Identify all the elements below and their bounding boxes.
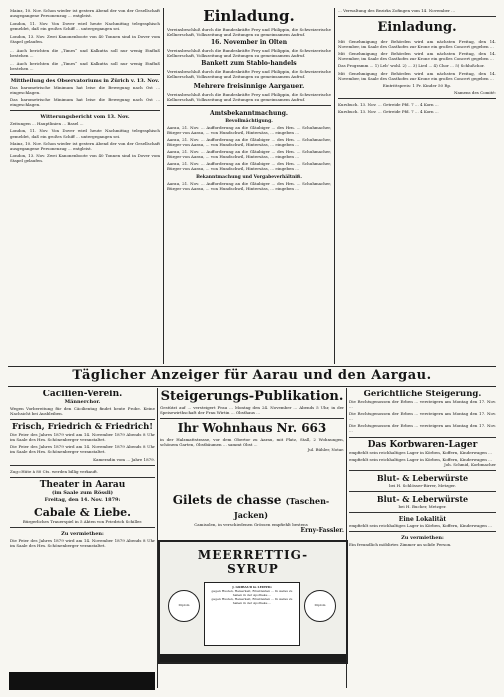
divider bbox=[10, 110, 160, 111]
weather-text: Mainz, 10. Nov. Schon wieder ist gestern Abend der von der Gesellschaft ausgegangene Personenzug ... entgleist. bbox=[10, 140, 160, 151]
comite-line: Namens des Comité: bbox=[453, 89, 496, 95]
blut2-heading: Blut- & Leberwürste bbox=[376, 493, 469, 504]
news-paragraph: London, 13. Nov. Zwei Kanonenboote von 40 Tonnen sind in Dover vom Stapel gelaufen. bbox=[10, 34, 160, 45]
kursbuch-text: Kursbuch. 13. Nov. ... Getreide Pfd. 7 ... 4 Korn ... bbox=[338, 109, 439, 115]
gilets-ad bbox=[158, 494, 344, 536]
lokal-text: empfiehlt sein reichhaltiges Lager in Körben, Koffern, Kinderwagen ... bbox=[349, 523, 492, 529]
column-rule bbox=[334, 8, 335, 364]
play-title: Cabale & Liebe. bbox=[34, 505, 131, 519]
maenner-heading: Männerchor. bbox=[64, 399, 101, 405]
gerichtlich-text: Die Rechtsgenossen der Erben ... versteigern am Montag den 17. Nov. ... bbox=[349, 411, 496, 422]
eintritt-text: Eintrittspreis: 1 Fr. Kinder 50 Rp. bbox=[382, 82, 452, 88]
ads-center-column bbox=[160, 390, 344, 494]
banquet-line: Bankett zum Stablo-handels bbox=[201, 60, 297, 68]
theater-subheading: (im Saale zum Rössli) bbox=[52, 489, 113, 496]
einladung2-text: Mit Genehmigung der Behörden wird am nächsten Freitag, den 14. November, im Saale des Gasthofes zur Krone ein großes Concert gegeben ... bbox=[338, 70, 496, 81]
amts-text: Aarau, 21. Nov. ... Aufforderung an die Gläubiger ... des Hrn. ... Schuhmacher, Bürger von Aarau, ... von Hundschwil, Hintersäss, ... eingeben ... bbox=[167, 149, 331, 160]
ads-right-column bbox=[349, 390, 496, 688]
gilets-text: Camisolen, in verschiedenen Grössen empfiehlt bestens bbox=[194, 522, 308, 527]
news-paragraph: London, 11. Nov. Von Dover wird heute Nachmittag telegraphisch gemeldet, daß ein großes Schiff ... untergegangen sei. bbox=[10, 21, 160, 32]
daily-advertiser-banner: Täglicher Anzeiger für Aarau und den Aargau. bbox=[72, 368, 432, 383]
divider bbox=[349, 531, 496, 532]
medal-label: Diplom bbox=[178, 603, 190, 607]
divider bbox=[167, 105, 331, 106]
einladung-text: Vereinsbeschluß durch die Bundeskräfte Frey und Philippin, die Schweizerische Kellnerschaft, Volkszeitung und Zeitungen zu gemeinsamem Aufruf. bbox=[167, 48, 331, 59]
medal-label: Diplom bbox=[314, 603, 326, 607]
signature-line: Mehrere freisinnige Aargauer. bbox=[193, 81, 305, 90]
label-card bbox=[204, 582, 300, 646]
news-paragraph: Mainz, 10. Nov. Schon wieder ist gestern Abend der von der Gesellschaft ausgegangene Personenzug ... entgleist. bbox=[10, 8, 160, 19]
banner-rule-top bbox=[8, 366, 496, 367]
program-text: Das Programm ... 1) Leb’ wohl. 2) ... 3) Lied ... 4) Chor ... 5) Schlußchor. bbox=[338, 63, 485, 69]
divider bbox=[349, 512, 496, 513]
zuverm2-text: Ein freundlich möblirtes Zimmer an solide Person. bbox=[349, 542, 452, 548]
korbwaren-heading: Das Korbwaren-Lager bbox=[367, 439, 478, 450]
divider bbox=[10, 419, 155, 420]
cacilien-text: Wegen Vorbereitung für den Cäcilientag findet heute Probe. Keine Nachsicht bei Ausbleiben. bbox=[10, 406, 155, 417]
steigerung-text: Gestützt auf ... versteigert Frau ... Montag den 24. November ... Abends 5 Uhr, in der Speisewirthschaft der Frau Wirtin ... Obsthaus ... bbox=[160, 405, 344, 416]
gerichtlich-text: Die Rechtsgenossen der Erben ... versteigern am Montag den 17. Nov. ... bbox=[349, 423, 496, 434]
banner-rule-bottom bbox=[8, 386, 496, 387]
amts-heading: Amtsbekanntmachung. bbox=[210, 109, 288, 117]
divider bbox=[10, 527, 155, 528]
label-text: gegen Husten, Heiserkeit, Brustleiden ... In Aarau zu haben in der Apotheke ... bbox=[211, 589, 293, 597]
weather-heading: Witterungsbericht vom 13. Nov. bbox=[40, 114, 130, 121]
zuverm2-heading: Zu vermiethen: bbox=[401, 535, 444, 542]
gilets-subtitle: (Taschen-Jacken) bbox=[233, 496, 330, 520]
meerrettig-ad bbox=[158, 540, 348, 664]
sub-heading: Bekanntmachung und Vorgabeverhältniß. bbox=[196, 174, 302, 180]
divider bbox=[349, 470, 496, 471]
top-center-column bbox=[167, 8, 331, 364]
divider bbox=[10, 74, 160, 75]
steigerung-heading: Steigerungs-Publikation. bbox=[160, 390, 344, 404]
korbwaren-firm: Joh. Schmid, Korbmacher bbox=[444, 461, 496, 467]
divider bbox=[10, 465, 155, 466]
weather-text: London, 11. Nov. Von Dover wird heute Nachmittag telegraphisch gemeldet, daß ein großes Schiff ... untergegangen sei. bbox=[10, 128, 160, 139]
gerichtlich-text: Die Rechtsgenossen der Erben ... versteigern am Montag den 17. Nov. ... bbox=[349, 399, 496, 410]
einladung-heading: Einladung. bbox=[203, 8, 295, 25]
korbwaren-text: empfiehlt sein reichhaltiges Lager in Körben, Koffern, Kinderwagen ... bbox=[349, 456, 492, 462]
weather-text: London, 13. Nov. Zwei Kanonenboote von 40 Tonnen sind in Dover vom Stapel gelaufen. bbox=[10, 152, 160, 163]
theater-heading: Theater in Aarau bbox=[39, 479, 126, 490]
frisch-heading: Frisch, Friedrich & Friedrich! bbox=[12, 422, 153, 433]
base-bar bbox=[160, 654, 346, 662]
printed-ink-block bbox=[9, 672, 155, 690]
firm-name: J. GRIBAUD in LEIPZIG bbox=[232, 585, 272, 589]
einladung2-text: Mit Genehmigung der Behörden wird am nächsten Freitag, den 14. November, im Saale des Gasthofes zur Krone ein großes Concert gegeben ... bbox=[338, 51, 496, 62]
news-paragraph: ... Auch berichten die „Times“ und Kalkutta soll nur wenig Einfluß bestehen ... bbox=[10, 47, 160, 58]
news-paragraph: ... Auch berichten die „Times“ und Kalkutta soll nur wenig Einfluß bestehen ... bbox=[10, 60, 160, 71]
divider bbox=[338, 98, 496, 99]
meteo-text: Das barometrische Minimum hat leise die Bewegung nach Ost ... eingeschlagen. bbox=[10, 97, 160, 108]
amts-text: Aarau, 21. Nov. ... Aufforderung an die Gläubiger ... des Hrn. ... Schuhmacher, Bürger von Aarau, ... von Hundschwil, Hintersäss, ... eingeben ... bbox=[167, 124, 331, 135]
zuverm-heading: Zu vermiethen: bbox=[61, 530, 104, 537]
divider bbox=[338, 16, 496, 17]
gilets-firm: Erny-Fassler. bbox=[300, 527, 344, 535]
amts-subheading: Bevollmächtigung. bbox=[225, 118, 273, 124]
top-right-column bbox=[338, 8, 496, 364]
top-left-column bbox=[10, 8, 160, 364]
notice-text: Vereinsbeschluß durch die Bundeskräfte Frey und Philippin, die Schweizerische Kellnerschaft, Volkszeitung und Zeitungen zu gemeinsamem Aufruf. bbox=[167, 91, 331, 102]
amts-text: Aarau, 21. Nov. ... Aufforderung an die Gläubiger ... des Hrn. ... Schuhmacher, Bürger von Aarau, ... von Hundschwil, Hintersäss, ... eingeben ... bbox=[167, 180, 331, 191]
frisch-text: Die Feier des Jahres 1879 wird am 14. November 1879 Abends 8 Uhr im Saale des Hrn. Schönenberger veranstaltet. bbox=[10, 444, 155, 455]
column-rule bbox=[163, 8, 164, 364]
korbwaren-text: empfiehlt sein reichhaltiges Lager in Körben, Koffern, Kinderwagen ... bbox=[349, 449, 492, 455]
lokal-heading: Eine Lokalität bbox=[398, 516, 447, 524]
blut1-by: bei H. Schlösser-Birrer, Metzger. bbox=[389, 482, 456, 488]
divider bbox=[10, 477, 155, 478]
cacilien-heading: Cäcilien-Verein. bbox=[42, 390, 123, 399]
kamerad-line: Kameradin vom ... Jahre 1879. bbox=[93, 456, 155, 462]
ads-left-column bbox=[10, 390, 155, 688]
frisch-text: Die Feier des Jahres 1879 wird am 14. November 1879 Abends 8 Uhr im Saale des Hrn. Schönenberger veranstaltet. bbox=[10, 432, 155, 443]
wohnhaus-heading: Ihr Wohnhaus Nr. 663 bbox=[177, 421, 327, 436]
gilets-heading bbox=[158, 494, 344, 522]
medal-left bbox=[168, 590, 200, 622]
play-subtitle: Bürgerliches Trauerspiel in 5 Akten von Friedrich Schiller. bbox=[22, 518, 143, 524]
einladung-text: Vereinsbeschluß durch die Bundeskräfte Frey und Philippin, die Schweizerische Kellnerschaft, Volkszeitung und Zeitungen zu gemeinsamem Aufruf. bbox=[167, 27, 331, 38]
meteo-heading: Mittheilung des Observatoriums in Zürich v. 13. Nov. bbox=[10, 77, 160, 84]
medal-right bbox=[304, 590, 336, 622]
event-line: 16. November in Olten bbox=[210, 39, 288, 47]
gerichtlich-heading: Gerichtliche Steigerung. bbox=[363, 390, 482, 399]
wohnhaus-signature: Jul. Bühler, Notar. bbox=[307, 447, 344, 453]
news-paragraph: ... Verwaltung des Bezirks Zofingen vom 14. November ... bbox=[338, 8, 455, 13]
divider bbox=[349, 437, 496, 438]
blut1-heading: Blut- & Leberwürste bbox=[376, 472, 469, 483]
einladung2-text: Mit Genehmigung der Behörden wird am nächsten Freitag, den 14. November, im Saale des Gasthofes zur Krone ein großes Concert gegeben ... bbox=[338, 39, 496, 50]
label-text: gegen Husten, Heiserkeit, Brustleiden ... In Aarau zu haben in der Apotheke ... bbox=[211, 597, 293, 605]
meerrettig-title: MEERRETTIG-SYRUP bbox=[197, 548, 309, 576]
weather-text: Zeitungen ... Hauptlinien ... Basel ... bbox=[10, 121, 84, 127]
meteo-text: Das barometrische Minimum hat leise die Bewegung nach Ost ... eingeschlagen. bbox=[10, 84, 160, 96]
zuverm-text: Die Feier des Jahres 1879 wird am 14. November 1879 Abends 8 Uhr im Saale des Hrn. Schönenberger veranstaltet. bbox=[10, 537, 155, 548]
einladung-text: Vereinsbeschluß durch die Bundeskräfte Frey und Philippin, die Schweizerische Kellnerschaft, Volkszeitung und Zeitungen zu gemeinsamem Aufruf. bbox=[167, 69, 331, 80]
amts-text: Aarau, 21. Nov. ... Aufforderung an die Gläubiger ... des Hrn. ... Schuhmacher, Bürger von Aarau, ... von Hundschwil, Hintersäss, ... eingeben ... bbox=[167, 136, 331, 148]
divider bbox=[349, 491, 496, 492]
blut2-by: bei H. Bucher, Metzger. bbox=[398, 503, 447, 509]
zug-text: Zug=Hüte à 80 Cts. werden billig verkauft. bbox=[10, 468, 99, 474]
einladung2-heading: Einladung. bbox=[377, 20, 457, 36]
kursbuch-text: Kursbuch. 13. Nov. ... Getreide Pfd. 7 ... 4 Korn ... bbox=[338, 101, 439, 107]
gilets-title: Gilets de chasse bbox=[172, 494, 282, 507]
amts-text: Aarau, 21. Nov. ... Aufforderung an die Gläubiger ... des Hrn. ... Schuhmacher, Bürger von Aarau, ... von Hundschwil, Hintersäss, ... eingeben ... bbox=[167, 161, 331, 172]
wohnhaus-text: in der Halzmattstrasse, vor dem Obertor zu Aarau, mit Platz, Stall, 2 Wohnungen, schönem Garten, Obstbäumen ... sammt Obst ... bbox=[160, 437, 344, 448]
divider bbox=[160, 418, 344, 419]
theater-date: Freitag, den 14. Nov. 1879: bbox=[44, 496, 121, 503]
